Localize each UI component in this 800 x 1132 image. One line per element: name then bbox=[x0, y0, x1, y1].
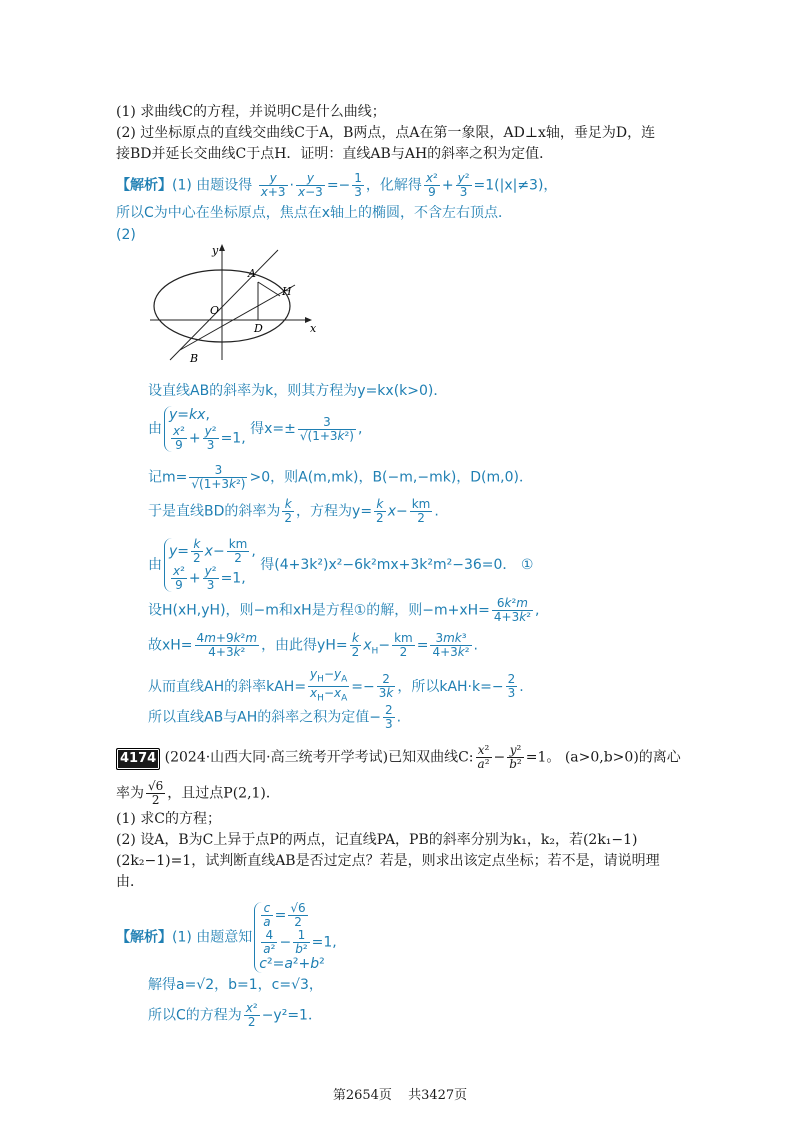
sol1-line9: 设H(xH,yH)，则−m和xH是方程①的解，则−m+xH= $\frac{\text{6k²m}}{\text{4+3k²}}$ , bbox=[148, 596, 540, 624]
q2-line4: (2) 设A，B为C上异于点P的两点，记直线PA，PB的斜率分别为k₁，k₂，若(2k₁−1) bbox=[116, 832, 638, 848]
q2-line1: 4174 (2024·山西大同·高三统考开学考试)已知双曲线C: $\frac{\text{x²}}{\text{a²}}$ − $\frac{\text{y²}}{\text{b²}}$ =1。 (a>0,b>0)的离心 bbox=[116, 744, 681, 771]
label-x: x bbox=[310, 322, 317, 335]
sol1-line11: 从而直线AH的斜率kAH= $\frac{y_H-y_A}{x_H-x_A}$ =− $\frac{2}{3k}$ ，所以kAH·k=− $\frac{2}{3}$ . bbox=[148, 667, 524, 704]
analysis-tag: 【解析】 bbox=[116, 177, 172, 194]
line-ab bbox=[170, 250, 278, 360]
sol1-line1: 【解析】(1) 由题设得 $\frac{y}{x+3}$ · $\frac{y}{x-3}$ =− $\frac{1}{3}$ ，化解得 $\frac{\text{x²}}{9}$ + $\frac{\text{y²}}{3}$ =1(|x|≠3)， bbox=[116, 171, 558, 199]
sol1-line12: 所以直线AB与AH的斜率之积为定值− $\frac{2}{3}$ . bbox=[148, 703, 402, 731]
sol2-line3: 所以C的方程为 $\frac{\text{x²}}{2}$ −y²=1． bbox=[148, 1001, 322, 1029]
page-number: 第2654页 bbox=[332, 1088, 392, 1103]
label-h: H bbox=[282, 285, 292, 298]
ellipse-figure bbox=[150, 240, 330, 370]
label-y: y bbox=[212, 244, 219, 257]
page-footer bbox=[0, 1084, 800, 1103]
q1-part2a: (2) 过坐标原点的直线交曲线C于A，B两点，点A在第一象限，AD⊥x轴，垂足为D，连 bbox=[116, 125, 656, 141]
q1-part1: (1) 求曲线C的方程，并说明C是什么曲线； bbox=[116, 104, 386, 120]
sol1-line6: 记m= $\frac{3}{\text{√(1+3k²)}}$ >0，则A(m,mk)，B(−m,−mk)，D(m,0)． bbox=[148, 463, 533, 491]
q2-line5: (2k₂−1)=1，试判断直线AB是否过定点？若是，则求出该定点坐标；若不是，请说明理 bbox=[116, 853, 660, 869]
sol1-line2: 所以C为中心在坐标原点，焦点在x轴上的椭圆，不含左右顶点． bbox=[116, 205, 513, 221]
label-o: O bbox=[210, 304, 220, 317]
sol2-line1: 【解析】(1) 由题意知 $\frac{c}{a}$ = $\frac{√6}{2}$ $\frac{4}{\text{a²}}$ − $\frac{1}{\text{b²}}$ =1, c²=a²+b² bbox=[116, 901, 337, 972]
total-pages: 共3427页 bbox=[408, 1088, 468, 1103]
sol1-line4: 设直线AB的斜率为k，则其方程为y=kx(k>0)． bbox=[148, 383, 448, 399]
y-axis-arrow-icon bbox=[219, 244, 225, 251]
sol2-line2: 解得a=√2，b=1，c=√3， bbox=[148, 977, 323, 993]
q2-line6: 由． bbox=[116, 874, 144, 890]
label-b: B bbox=[190, 352, 199, 365]
label-a: A bbox=[248, 267, 256, 280]
analysis-tag-2: 【解析】 bbox=[116, 929, 172, 946]
sol1-line7: 于是直线BD的斜率为 $\frac{k}{2}$ ，方程为y= $\frac{k}{2}$ x− $\frac{km}{2}$ . bbox=[148, 497, 439, 525]
sol1-line10: 故xH= $\frac{\text{4m+9k²m}}{\text{4+3k²}}$ ，由此得yH= $\frac{k}{2}$ $x_H-$ $\frac{km}{2}$ = $\frac{\text{3mk³}}{\text{4+3k²}}$ . bbox=[148, 631, 478, 659]
q2-line3: (1) 求C的方程； bbox=[116, 811, 221, 827]
sol1-line5: 由 y=kx, $\frac{\text{x²}}{9}$ + $\frac{\text{y²}}{3}$ =1, 得x=± $\frac{3}{\text{√(1+3k²)}}$ , bbox=[148, 407, 363, 452]
q1-part2b: 接BD并延长交曲线C于点H．证明：直线AB与AH的斜率之积为定值． bbox=[116, 146, 554, 162]
problem-number: 4174 bbox=[116, 748, 160, 770]
sol1-line8: 由 y= $\frac{k}{2}$ x− $\frac{km}{2}$ , $\frac{\text{x²}}{9}$ + $\frac{\text{y²}}{3}$ =1, 得(4+3k²)x²−6k²mx+3k²m²−36=0． ① bbox=[148, 537, 534, 592]
label-d: D bbox=[254, 322, 263, 335]
q2-line2: 率为 $\frac{√6}{2}$ ，且过点P(2,1)． bbox=[116, 779, 280, 807]
sol1-line3: (2) bbox=[116, 227, 136, 243]
